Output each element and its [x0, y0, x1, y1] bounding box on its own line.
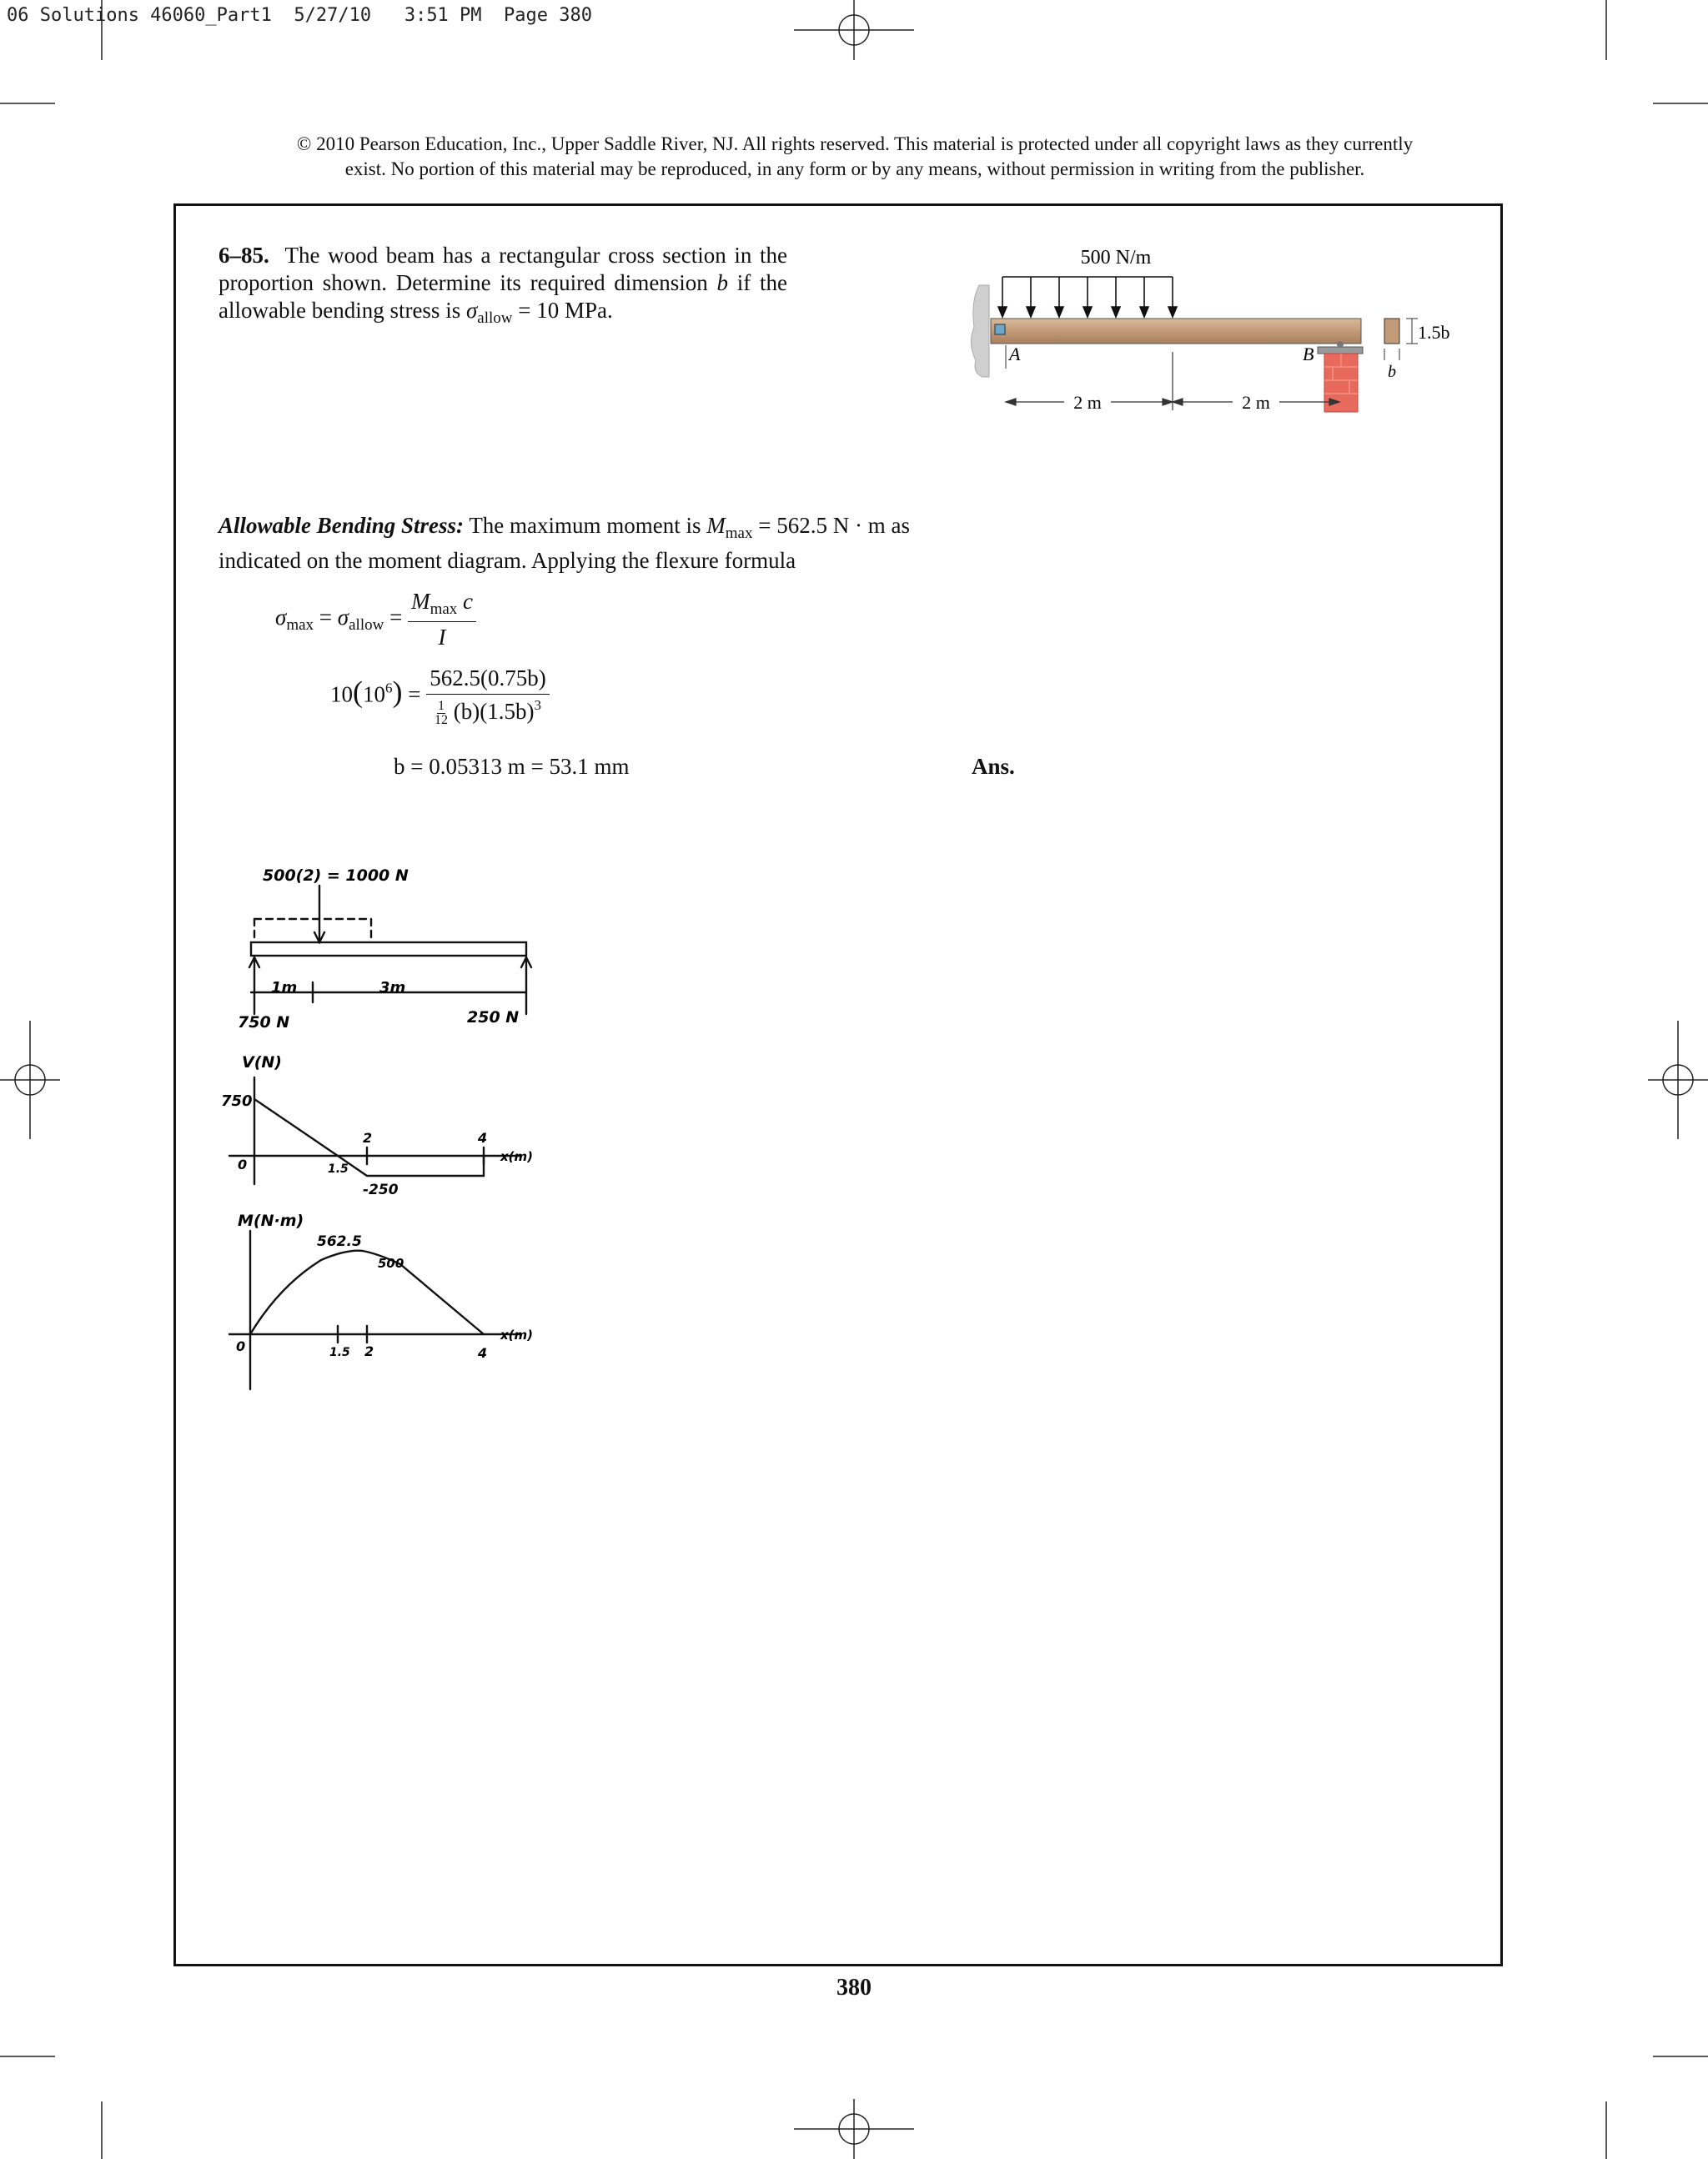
problem-number: 6–85. — [219, 243, 269, 268]
eq1-max: max — [286, 616, 314, 635]
eq2-one-twelfth — [435, 700, 448, 727]
equation-flexure — [275, 589, 476, 650]
problem-text-c: = 10 MPa. — [518, 298, 613, 323]
eq1-equals-1: = — [319, 605, 333, 630]
solution-max-sub: max — [725, 525, 753, 542]
hw-m-xaxis: x(m) — [500, 1328, 534, 1343]
page-number: 380 — [836, 1975, 872, 2001]
eq2-exp: 6 — [385, 680, 393, 696]
copyright-notice — [192, 132, 1518, 182]
eq2-num: 562.5(0.75b) — [426, 665, 549, 695]
height-label: 1.5b — [1418, 322, 1450, 343]
eq1-sigma-2: σ — [337, 605, 349, 630]
width-label: b — [1388, 363, 1396, 381]
span1-label: 2 m — [1073, 392, 1102, 413]
problem-text-b: if the allowable bending stress is — [219, 270, 787, 323]
cross-section — [1384, 319, 1418, 360]
eq1-allow: allow — [349, 616, 384, 635]
eq1-num-m: M — [411, 589, 430, 614]
eq2-lhs: 10 — [330, 681, 353, 707]
eq1-num-max: max — [430, 600, 458, 618]
problem-var-b: b — [716, 270, 729, 295]
eq1-equals-2: = — [389, 605, 403, 630]
hw-resultant: 500(2) = 1000 N — [263, 866, 409, 885]
equation-result: b = 0.05313 m = 53.1 mm — [394, 754, 630, 779]
eq2-frac-n: 1 — [437, 699, 445, 714]
span2-label: 2 m — [1242, 392, 1270, 413]
hw-v-max: 750 — [221, 1092, 253, 1110]
problem-sigma: σ — [465, 298, 478, 323]
hw-v-xaxis: x(m) — [500, 1149, 534, 1164]
hw-m-500: 500 — [378, 1256, 404, 1271]
wall-support — [971, 285, 989, 377]
eq2-frac-d: 12 — [434, 713, 448, 728]
hw-seg2: 3m — [379, 979, 406, 997]
file-slug: 06 Solutions 46060_Part1 5/27/10 3:51 PM Page 380 — [7, 5, 592, 26]
eq1-num-c: c — [463, 589, 474, 614]
hw-m-x15: 1.5 — [329, 1346, 350, 1359]
hw-m-x4: 4 — [478, 1345, 488, 1361]
answer-label: Ans. — [972, 754, 1015, 779]
hw-v-zero: 0 — [238, 1157, 248, 1172]
equation-substitution: $10(10^6)$ = 562.5(0.75b) $\frac{1}{12}$ $(b)(1.5b)^3$ — [330, 665, 550, 727]
problem-allow-sub: allow — [477, 309, 513, 327]
hw-v-x4: 4 — [478, 1130, 488, 1146]
roller-b — [1318, 341, 1363, 412]
hw-m-x2: 2 — [364, 1343, 374, 1359]
span-dimensions — [1006, 352, 1339, 410]
problem-text-a: The wood beam has a rectangular cross section in the proportion shown. Determine its required dimension — [219, 243, 788, 295]
eq2-fraction — [426, 665, 549, 727]
solution-m: M — [706, 513, 726, 538]
hw-v-axis: V(N) — [242, 1053, 282, 1072]
hw-seg1: 1m — [271, 979, 298, 997]
eq2-den: (b)(1.5b) — [453, 699, 535, 724]
eq1-fraction — [408, 589, 476, 650]
hw-m-zero: 0 — [236, 1338, 246, 1354]
problem-statement — [219, 242, 787, 332]
wood-beam — [991, 319, 1361, 344]
solution-text — [219, 512, 969, 575]
hw-rb: 250 N — [467, 1008, 520, 1027]
copyright-line-2: exist. No portion of this material may be reproduced, in any form or by any means, without permission in writing from the publisher. — [344, 158, 1365, 179]
eq2-den-exp: 3 — [534, 697, 541, 713]
hw-m-peak: 562.5 — [317, 1233, 362, 1250]
hw-v-x2: 2 — [363, 1130, 373, 1146]
solution-text-2: = 562.5 N · m as indicated on the moment diagram. Applying the flexure formula — [219, 513, 910, 573]
beam-figure — [967, 235, 1484, 444]
label-b: B — [1303, 344, 1314, 364]
solution-text-1: The maximum moment is — [469, 513, 701, 538]
hw-ra: 750 N — [238, 1013, 290, 1032]
load-label: 500 N/m — [1080, 247, 1152, 269]
solution-heading: Allowable Bending Stress: — [219, 513, 465, 538]
handwritten-diagrams — [213, 859, 546, 1401]
pin-a — [995, 324, 1005, 334]
hw-v-x15: 1.5 — [328, 1162, 349, 1176]
label-a: A — [1009, 344, 1021, 364]
eq1-den: I — [438, 625, 446, 650]
eq2-equals: = — [408, 681, 421, 707]
eq2-paren: 10 — [363, 681, 385, 707]
hw-v-min: -250 — [363, 1182, 399, 1198]
distributed-load-arrows — [998, 277, 1177, 317]
eq1-sigma: σ — [275, 605, 287, 630]
hw-m-axis: M(N·m) — [238, 1212, 304, 1230]
copyright-line-1: © 2010 Pearson Education, Inc., Upper Saddle River, NJ. All rights reserved. This material is protected under all copyright laws as they currently — [296, 133, 1414, 154]
